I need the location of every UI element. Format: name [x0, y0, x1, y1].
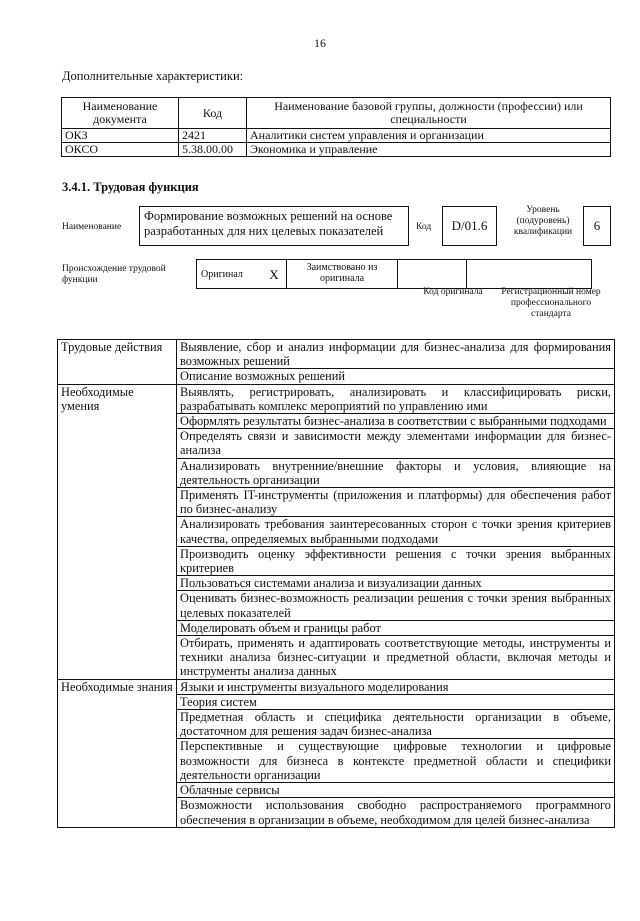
section-item: Облачные сервисы	[177, 783, 615, 798]
original-code-cell	[398, 260, 467, 289]
header-document-name: Наименование документа	[62, 98, 179, 129]
function-name-label: Наименование	[62, 222, 122, 232]
section-item: Перспективные и существующие цифровые технологии и цифровые возможности для бизнеса в контексте предметной области и специфики деятельности организации	[177, 739, 615, 783]
section-item: Оформлять результаты бизнес-анализа в соответствии с выбранными подходами	[177, 414, 615, 429]
additional-characteristics-table	[61, 97, 611, 157]
table-row	[58, 340, 615, 369]
section-item: Моделировать объем и границы работ	[177, 620, 615, 635]
registration-number-cell	[467, 260, 592, 289]
registration-number-caption: Регистрационный номер профессионального стандарта	[501, 287, 601, 319]
section-item: Языки и инструменты визуального моделирования	[177, 679, 615, 694]
page-number: 16	[314, 36, 326, 50]
section-item: Возможности использования свободно распространяемого программного обеспечения в организации в объеме, необходимом для целей бизнес-анализа	[177, 798, 615, 827]
original-code-caption: Код оригинала	[423, 287, 483, 297]
header-group-name: Наименование базовой группы, должности (профессии) или специальности	[247, 98, 611, 129]
section-category: Необходимые знания	[58, 679, 177, 827]
table-header-row	[62, 98, 611, 129]
section-item: Отбирать, применять и адаптировать соответствующие методы, инструменты и техники анализа бизнес-ситуации и предметной области, включая методы и инструменты анализа данных	[177, 636, 615, 680]
section-item: Выявление, сбор и анализ информации для бизнес-анализа для формирования возможных решений	[177, 340, 615, 369]
additional-characteristics-title: Дополнительные характеристики:	[62, 69, 244, 83]
section-item: Пользоваться системами анализа и визуализации данных	[177, 576, 615, 591]
cell-document: ОКСО	[62, 143, 179, 157]
original-label: Оригинал	[197, 260, 263, 289]
cell-group: Аналитики систем управления и организации	[247, 129, 611, 143]
section-item: Описание возможных решений	[177, 369, 615, 384]
section-category: Необходимые умения	[58, 384, 177, 679]
qualification-level-box: 6	[583, 206, 611, 246]
table-row	[58, 384, 615, 413]
section-item: Выявлять, регистрировать, анализировать и классифицировать риски, разрабатывать комплекс мероприятий по управлению ими	[177, 384, 615, 413]
cell-code: 2421	[179, 129, 247, 143]
cell-group: Экономика и управление	[247, 143, 611, 157]
origin-row	[197, 260, 592, 289]
original-mark: X	[262, 260, 287, 289]
table-row	[62, 143, 611, 157]
function-code-label: Код	[416, 222, 432, 232]
origin-table	[196, 259, 592, 289]
function-code-box: D/01.6	[442, 206, 497, 246]
section-title: 3.4.1. Трудовая функция	[62, 180, 199, 194]
table-row	[62, 129, 611, 143]
origin-label: Происхождение трудовой функции	[62, 264, 166, 285]
section-item: Определять связи и зависимости между элементами информации для бизнес-анализа	[177, 429, 615, 458]
section-item: Оценивать бизнес-возможность реализации решения с точки зрения выбранных целевых показателей	[177, 591, 615, 620]
cell-code: 5.38.00.00	[179, 143, 247, 157]
table-row	[58, 679, 615, 694]
header-code: Код	[179, 98, 247, 129]
cell-document: ОКЗ	[62, 129, 179, 143]
section-item: Анализировать требования заинтересованных сторон с точки зрения критериев качества, определяемых выбранными подходами	[177, 517, 615, 546]
section-item: Предметная область и специфика деятельности организации в объеме, достаточном для решения задач бизнес-анализа	[177, 710, 615, 739]
function-name-box: Формирование возможных решений на основе разработанных для них целевых показателей	[139, 206, 409, 246]
section-item: Применять IT-инструменты (приложения и платформы) для обеспечения работ по бизнес-анализу	[177, 488, 615, 517]
section-item: Теория систем	[177, 694, 615, 709]
section-item: Производить оценку эффективности решения с точки зрения выбранных критериев	[177, 546, 615, 575]
qualification-level-label: Уровень (подуровень) квалификации	[513, 205, 573, 237]
section-item: Анализировать внутренние/внешние факторы и условия, влияющие на деятельность организации	[177, 458, 615, 487]
labor-function-table	[57, 339, 615, 828]
section-category: Трудовые действия	[58, 340, 177, 385]
borrowed-label: Заимствовано из оригинала	[287, 260, 398, 289]
